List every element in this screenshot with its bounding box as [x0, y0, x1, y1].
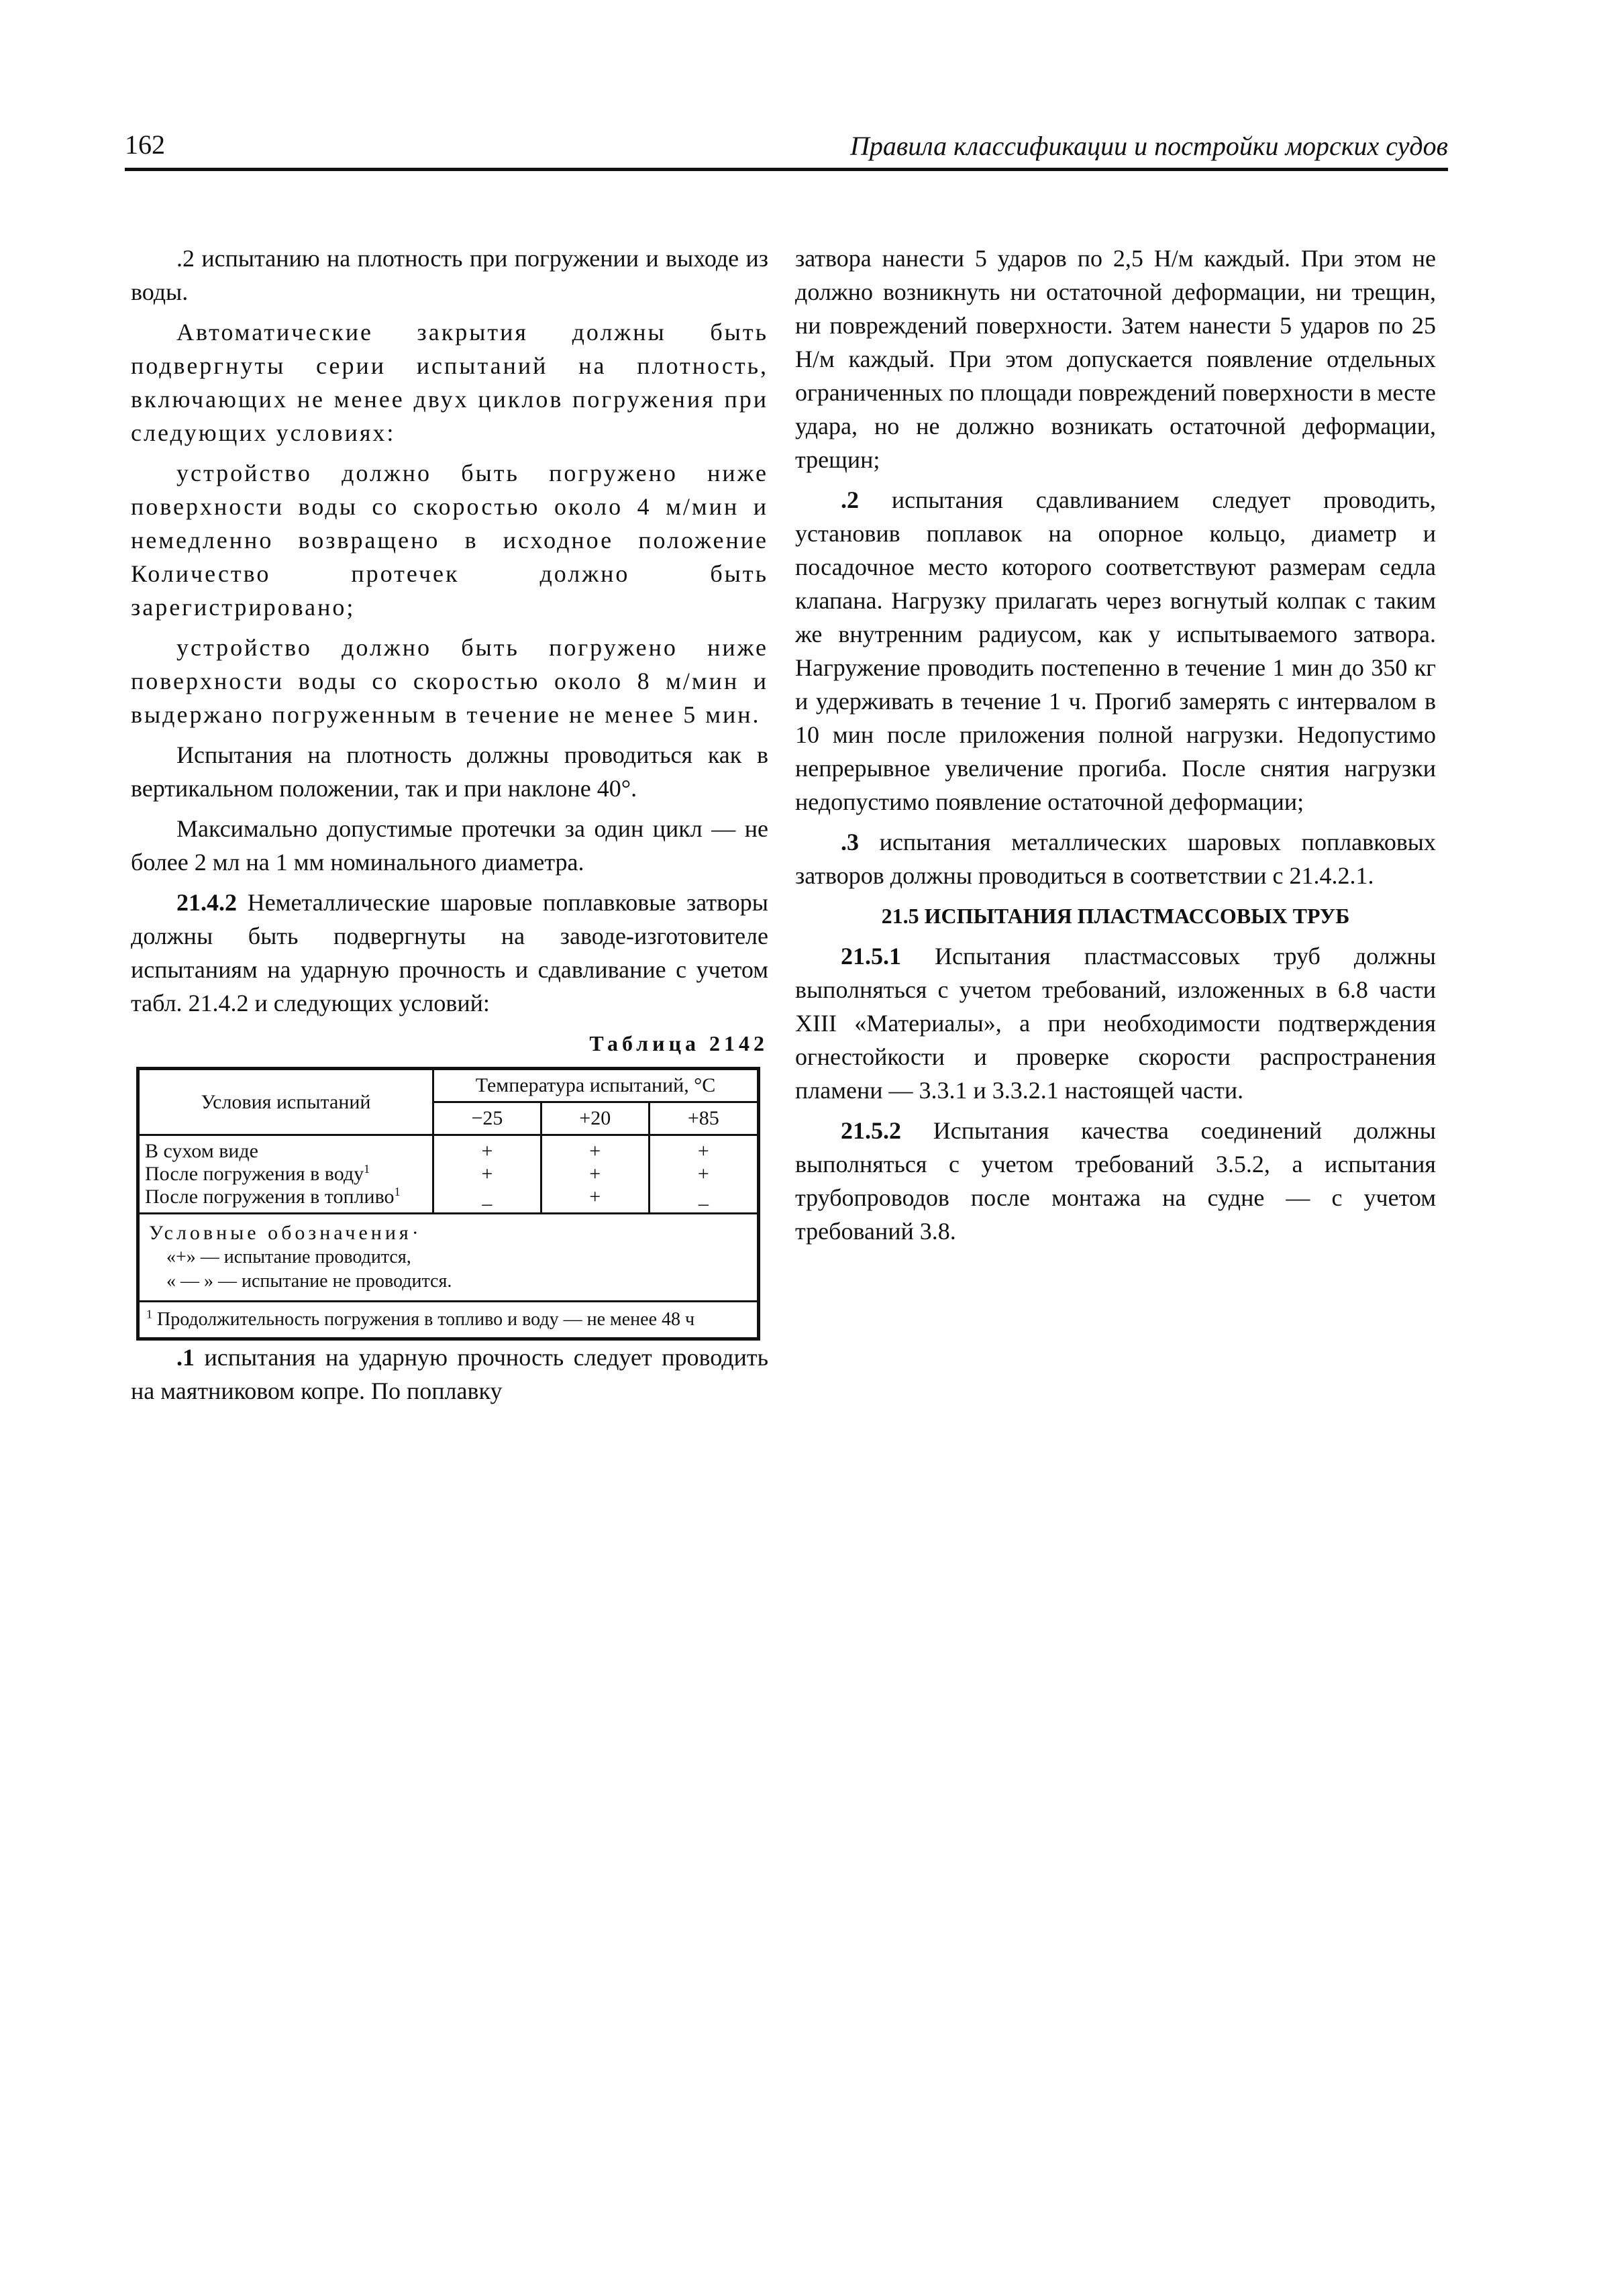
condition-label: В сухом виде [145, 1140, 258, 1162]
legend-title: Условные обозначения· [149, 1222, 422, 1244]
paragraph-left-3: устройство должно быть погружено ниже поверхности воды со скоростью около 4 м/мин и немедленно возвращено в исходное положение Количество протечек должно быть зарегистрировано; [131, 460, 768, 621]
paragraph-right-1: затвора нанести 5 ударов по 2,5 Н/м каждый. При этом не должно возникнуть ни остаточной деформации, ни трещин, ни повреждений поверхности. Затем нанести 5 ударов по 25 Н/м каждый. При этом допускается появление отдельных ограниченных по площади повреждений поверхности в месте удара, но не должно возникать остаточной деформации, трещин; [795, 245, 1436, 473]
mark: + [589, 1140, 601, 1162]
paragraph-right-2 [795, 483, 1436, 819]
temp-col-2: +20 [541, 1102, 649, 1135]
clause-number: .3 [841, 829, 859, 855]
temp-col-3: +85 [649, 1102, 758, 1135]
marks-col-3 [649, 1135, 758, 1214]
clause-text: испытания на ударную прочность следует проводить на маятниковом копре. По поплавку [131, 1344, 768, 1404]
running-title: Правила классификации и постройки морских судов [849, 131, 1448, 161]
table-header-row [138, 1069, 759, 1102]
right-column [795, 242, 1436, 1255]
mark: _ [482, 1186, 493, 1208]
clause-number: .1 [176, 1344, 195, 1371]
mark: + [697, 1140, 709, 1162]
legend-cell [138, 1214, 759, 1302]
clause-text: Испытания качества соединений должны выполняться с учетом требований 3.5.2, а испытания трубопроводов после монтажа на судне — с учетом требований 3.8. [795, 1117, 1436, 1245]
footnote-mark: 1 [146, 1307, 152, 1321]
section-title: 21.5 ИСПЫТАНИЯ ПЛАСТМАССОВЫХ ТРУБ [881, 904, 1350, 928]
clause-text: испытания сдавливанием следует проводить, установив поплавок на опорное кольцо, диаметр и посадочное место которого соответствуют размерам седла клапана. Нагрузку прилагать через вогнутый колпак с таким же внутренним радиусом, как у испытываемого затвора. Нагружение проводить постепенно в течение 1 мин до 350 кг и удерживать в течение 1 ч. Прогиб замерять с интервалом в 10 мин после приложения полной нагрузки. Недопустимо непрерывное увеличение прогиба. После снятия нагрузки недопустимо появление остаточной деформации; [795, 486, 1436, 815]
table-legend-row [138, 1214, 759, 1302]
table-footnote-row [138, 1302, 759, 1339]
clause-number: 21.4.2 [176, 889, 237, 916]
condition-label: После погружения в топливо$^1$ [145, 1185, 401, 1208]
mark: + [481, 1163, 493, 1185]
paragraph-left-1: .2 испытанию на плотность при погружении и выходе из воды. [131, 245, 768, 305]
mark: _ [698, 1186, 709, 1208]
clause-text: Неметаллические шаровые поплавковые затворы должны быть подвергнуты на заводе-изготовителе испытаниям на ударную прочность и сдавливание с учетом табл. 21.4.2 и следующих условий: [131, 889, 768, 1016]
page-header [125, 127, 1448, 171]
header-conditions: Условия испытаний [138, 1069, 433, 1135]
paragraph-left-7 [131, 886, 768, 1020]
footnote-text: Продолжительность погружения в топливо и воду — не менее 48 ч [152, 1309, 695, 1330]
paragraph-left-8 [131, 1341, 768, 1408]
paragraph-right-3 [795, 825, 1436, 892]
footnote-cell [138, 1302, 759, 1339]
paragraph-right-4 [795, 939, 1436, 1107]
legend-minus: « — » — испытание не проводится. [166, 1271, 452, 1292]
paragraph-left-2: Автоматические закрытия должны быть подвергнуты серии испытаний на плотность, включающих не менее двух циклов погружения при следующих условиях: [131, 319, 768, 446]
clause-number: 21.5.1 [841, 943, 901, 970]
page-number: 162 [125, 129, 165, 160]
paragraph-left-4: устройство должно быть погружено ниже поверхности воды со скоростью около 8 м/мин и выдержано погруженным в течение не менее 5 мин. [131, 634, 768, 728]
clause-number: .2 [841, 486, 859, 513]
mark: + [589, 1163, 601, 1185]
table-caption: Таблица 2142 [589, 1031, 768, 1055]
table-body-row [138, 1135, 759, 1214]
clause-text: испытания металлических шаровых поплавковых затворов должны проводиться в соответствии с 21.4.2.1. [795, 829, 1436, 889]
marks-col-2 [541, 1135, 649, 1214]
marks-col-1 [433, 1135, 541, 1214]
mark: + [697, 1163, 709, 1185]
legend-plus: «+» — испытание проводится, [166, 1247, 411, 1267]
paragraph-left-5: Испытания на плотность должны проводиться как в вертикальном положении, так и при наклоне 40°. [131, 741, 768, 802]
paragraph-left-6: Максимально допустимые протечки за один цикл — не более 2 мл на 1 мм номинального диаметра. [131, 815, 768, 876]
temp-col-1: −25 [433, 1102, 541, 1135]
conditions-cell [138, 1135, 433, 1214]
paragraph-right-5 [795, 1114, 1436, 1248]
mark: + [481, 1140, 493, 1162]
test-conditions-table [136, 1067, 760, 1341]
condition-label: После погружения в воду$^1$ [145, 1162, 370, 1185]
header-temperature: Температура испытаний, °С [433, 1069, 759, 1102]
left-column [131, 242, 768, 1414]
clause-number: 21.5.2 [841, 1117, 901, 1144]
clause-text: Испытания пластмассовых труб должны выполняться с учетом требований, изложенных в 6.8 части XIII «Материалы», а при необходимости подтверждения огнестойкости и проверке скорости распространения пламени — 3.3.1 и 3.3.2.1 настоящей части. [795, 943, 1436, 1104]
mark: + [589, 1186, 601, 1208]
